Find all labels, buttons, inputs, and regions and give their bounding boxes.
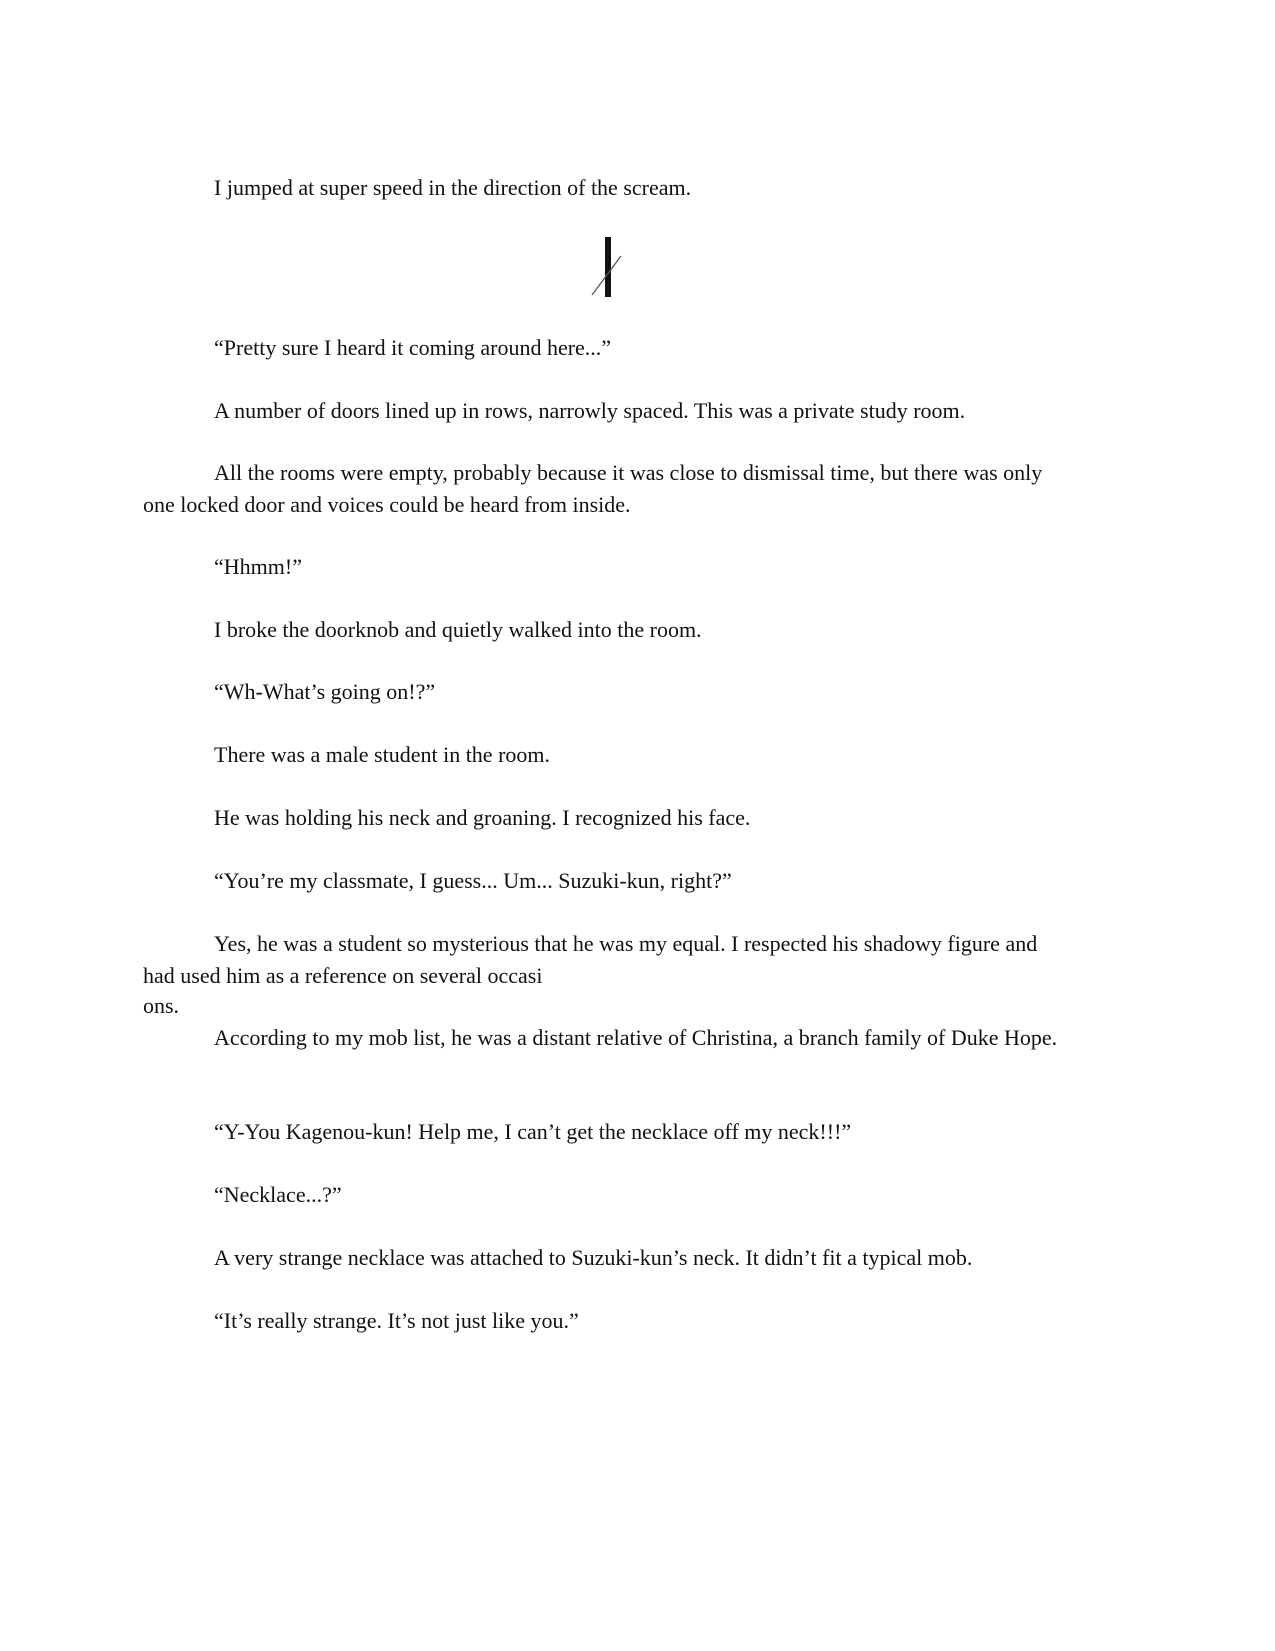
paragraph: “Pretty sure I heard it coming around here...” (214, 335, 612, 360)
paragraph: There was a male student in the room. (214, 742, 551, 767)
paragraph: Yes, he was a student so mysterious that he was my equal. I respected his shadowy figure and had used him as a reference on several occasi (143, 931, 1038, 988)
paragraph: According to my mob list, he was a distant relative of Christina, a branch family of Duke Hope. (214, 1025, 1058, 1050)
paragraph: I jumped at super speed in the direction of the scream. (214, 175, 692, 200)
paragraph: A very strange necklace was attached to Suzuki-kun’s neck. It didn’t fit a typical mob. (214, 1245, 973, 1270)
paragraph-fragment: ons. (143, 993, 180, 1018)
paragraph: “Necklace...?” (214, 1182, 342, 1207)
paragraph: “You’re my classmate, I guess... Um... Suzuki-kun, right?” (214, 868, 732, 893)
paragraph: “It’s really strange. It’s not just like you.” (214, 1308, 579, 1333)
paragraph: “Hhmm!” (214, 554, 302, 579)
scene-break-dagger-icon (588, 234, 624, 300)
paragraph: All the rooms were empty, probably because it was close to dismissal time, but there was only one locked door and voices could be heard from inside. (143, 460, 1043, 517)
paragraph: “Y-You Kagenou-kun! Help me, I can’t get the necklace off my neck!!!” (214, 1119, 852, 1144)
paragraph: I broke the doorknob and quietly walked into the room. (214, 617, 702, 642)
paragraph: He was holding his neck and groaning. I recognized his face. (214, 805, 751, 830)
paragraph: “Wh-What’s going on!?” (214, 679, 436, 704)
paragraph: A number of doors lined up in rows, narrowly spaced. This was a private study room. (214, 398, 966, 423)
